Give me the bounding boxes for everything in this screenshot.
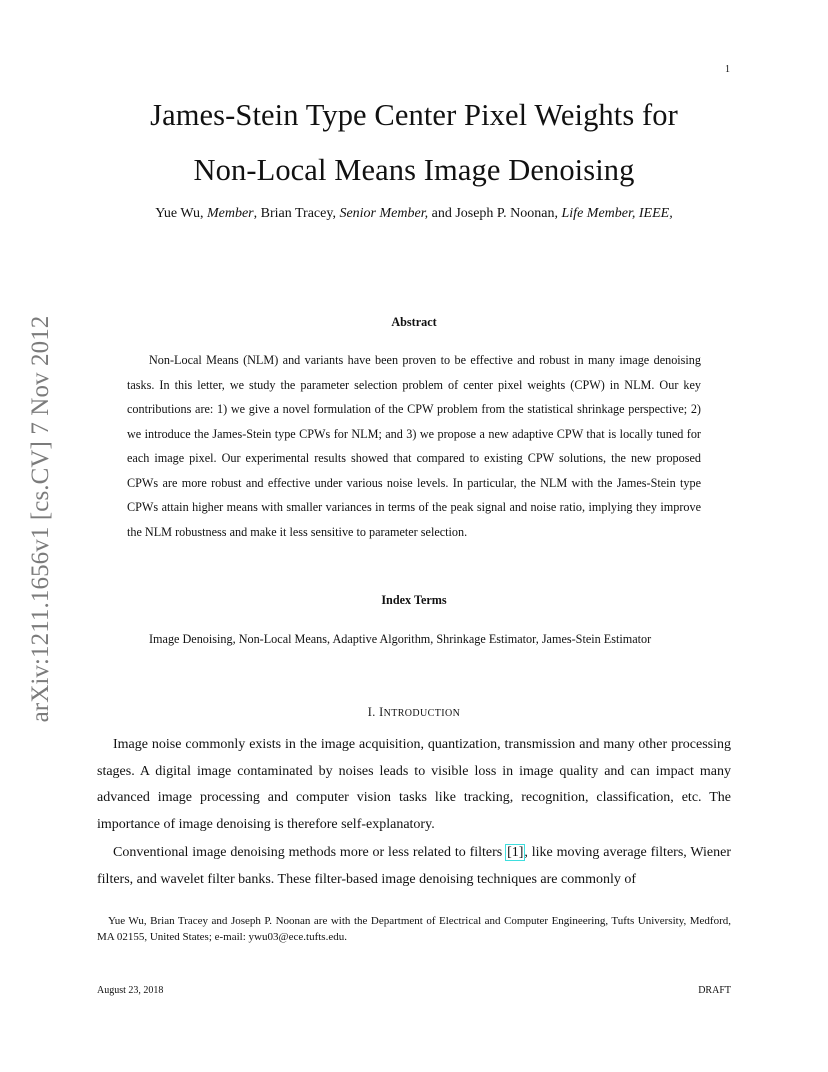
citation-link[interactable]: [1] (507, 845, 524, 860)
author-1-name: Yue Wu, (155, 206, 207, 221)
introduction-paragraph-2 (97, 840, 731, 893)
author-affiliation-footnote: Yue Wu, Brian Tracey and Joseph P. Noonan are with the Department of Electrical and Computer Engineering, Tufts University, Medford, MA 02155, United States; e-mail: ywu03@ece.tufts.edu. (97, 915, 731, 943)
introduction-paragraph-1: Image noise commonly exists in the image acquisition, quantization, transmission and many other processing stages. A digital image contaminated by noises leads to visible loss in image quality and can impact many advanced image processing and computer vision tasks like tracking, recognition, classification, etc. The importance of image denoising is therefore self-explanatory. (97, 737, 731, 832)
introduction-heading (0, 705, 828, 720)
title-line-2: Non-Local Means Image Denoising (193, 153, 635, 187)
arxiv-identifier-stamp[interactable]: arXiv:1211.1656v1 [cs.CV] 7 Nov 2012 (27, 315, 54, 723)
paper-title (0, 88, 828, 198)
footer-draft-label: DRAFT (698, 985, 731, 996)
author-3-role: Life Member, IEEE, (561, 206, 673, 221)
footer-date: August 23, 2018 (97, 985, 164, 996)
paragraph-text: , like moving average filters, Wiener filters, and wavelet filter banks. These filter-based image denoising techniques are commonly of (97, 845, 731, 887)
author-list (0, 206, 828, 222)
author-2-name: , Brian Tracey, (253, 206, 340, 221)
author-3-name: and Joseph P. Noonan, (428, 206, 562, 221)
author-2-role: Senior Member, (339, 206, 429, 221)
abstract-heading: Abstract (391, 315, 437, 329)
index-terms-heading: Index Terms (381, 593, 447, 607)
abstract-text: Non-Local Means (NLM) and variants have been proven to be effective and robust in many image denoising tasks. In this letter, we study the parameter selection problem of center pixel weights (CPW) in NLM. Our key contributions are: 1) we give a novel formulation of the CPW problem from the statistical shrinkage perspective; 2) we introduce the James-Stein type CPWs for NLM; and 3) we propose a new adaptive CPW that is locally tuned for each image pixel. Our experimental results showed that compared to existing CPW solutions, the new proposed CPWs are more robust and effective under various noise levels. In particular, the NLM with the James-Stein type CPWs attain higher means with smaller variances in terms of the peak signal and noise ratio, implying they improve the NLM robustness and make it less sensitive to parameter selection. (127, 353, 701, 539)
paragraph-text: Conventional image denoising methods more or less related to filters (113, 845, 507, 860)
page-number: 1 (725, 64, 730, 75)
title-line-1: James-Stein Type Center Pixel Weights for (150, 98, 678, 132)
section-title-cap: I (379, 705, 384, 719)
section-numeral: I. (367, 705, 376, 719)
author-1-role: Member (206, 206, 254, 221)
index-terms-text: Image Denoising, Non-Local Means, Adaptive Algorithm, Shrinkage Estimator, James-Stein Estimator (149, 632, 652, 646)
section-title-rest: NTRODUCTION (383, 708, 461, 719)
